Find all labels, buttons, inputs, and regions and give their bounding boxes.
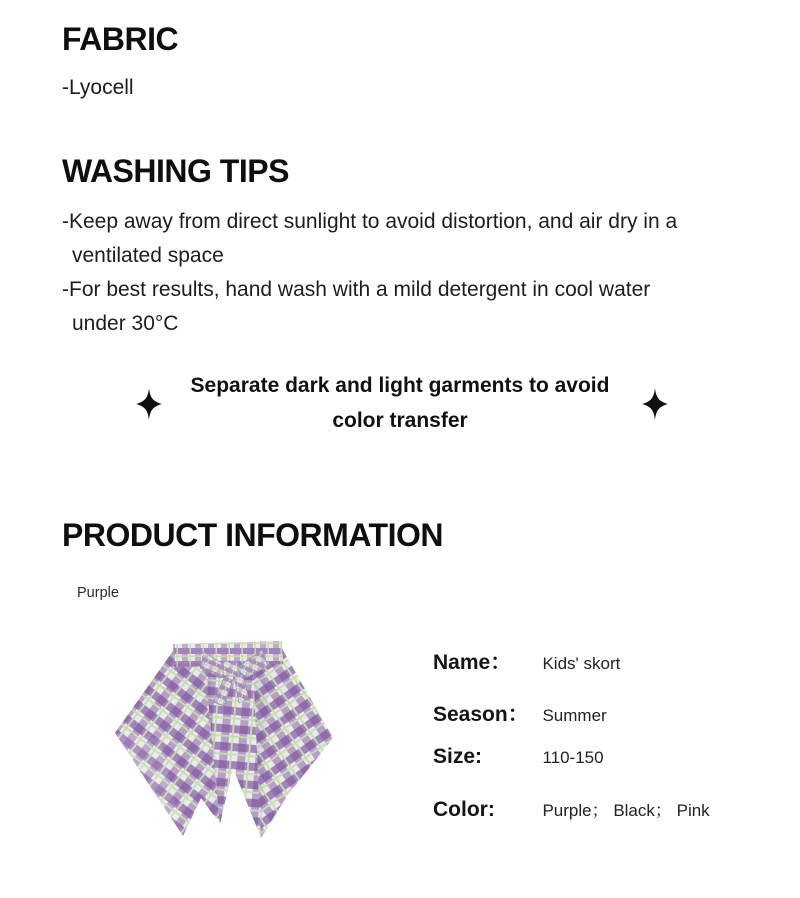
field-value: Kids' skort	[542, 654, 621, 673]
field-row-name	[433, 646, 620, 676]
field-row-season	[433, 698, 607, 728]
care-note-row	[0, 368, 800, 438]
field-value: Purple； Black； Pink	[542, 801, 710, 820]
field-label: Name：	[433, 651, 512, 674]
product-info-fields	[433, 646, 773, 846]
washing-tip: -Keep away from direct sunlight to avoid distortion, and air dry in a ventilated space	[62, 210, 678, 267]
field-value: 110-150	[542, 748, 604, 767]
washing-tip: -For best results, hand wash with a mild detergent in cool water under 30°C	[62, 278, 651, 335]
sparkle-star-icon	[136, 388, 162, 420]
product-information-heading: PRODUCT INFORMATION	[62, 517, 443, 553]
washing-tips-list	[62, 205, 702, 341]
product-photo-plaid-skort	[100, 618, 350, 850]
product-color-caption: Purple	[77, 585, 119, 601]
field-label: Season：	[433, 703, 529, 726]
fabric-item: -Lyocell	[62, 76, 134, 99]
sparkle-star-icon	[642, 388, 668, 420]
washing-tips-heading: WASHING TIPS	[62, 153, 289, 189]
field-label: Size:	[433, 745, 483, 768]
field-label: Color:	[433, 798, 495, 821]
field-row-size	[433, 745, 604, 769]
fabric-heading: FABRIC	[62, 21, 179, 57]
care-note-text: Separate dark and light garments to avoid color transfer	[190, 374, 610, 432]
field-row-color	[433, 796, 710, 822]
field-value: Summer	[542, 706, 607, 725]
